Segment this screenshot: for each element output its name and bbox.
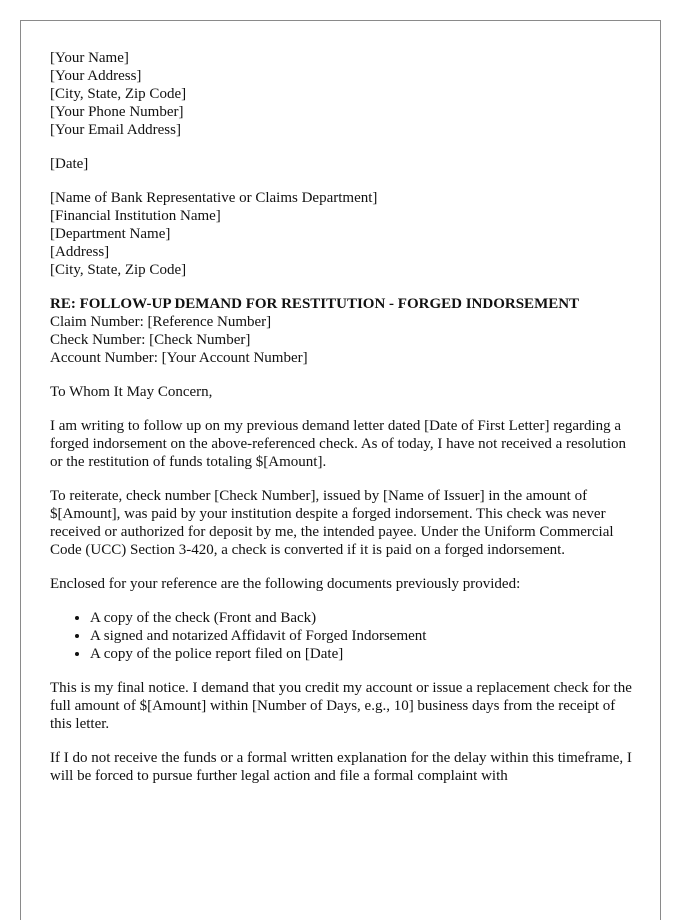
letter-page (20, 20, 661, 920)
salutation: To Whom It May Concern, (50, 384, 213, 400)
paragraph-reiterate: To reiterate, check number [Check Number], issued by [Name of Issuer] in the amount of $[Amount], was paid by your institution despite a forged indorsement. This check was never received or authorized for deposit by me, the intended payee. Under the Uniform Commercial Code (UCC) Section 3-420, a check is converted if it is paid on a forged indorsement. (50, 488, 614, 558)
recipient-city-state-zip: [City, State, Zip Code] (50, 262, 187, 278)
paragraph-legal-action: If I do not receive the funds or a formal written explanation for the delay within this timeframe, I will be forced to pursue further legal action and file a formal complaint with (50, 750, 632, 784)
enclosures-list (50, 609, 635, 663)
sender-name: [Your Name] (50, 50, 129, 66)
list-item: • A signed and notarized Affidavit of Forged Indorsement (90, 627, 635, 645)
recipient-institution: [Financial Institution Name] (50, 208, 221, 224)
letter-date: [Date] (50, 156, 89, 172)
recipient-name: [Name of Bank Representative or Claims Department] (50, 190, 378, 206)
subject-block (50, 295, 635, 367)
sender-address: [Your Address] (50, 68, 142, 84)
recipient-address: [Address] (50, 244, 110, 260)
paragraph-final-notice: This is my final notice. I demand that you credit my account or issue a replacement check for the full amount of $[Amount] within [Number of Days, e.g., 10] business days from the receipt of this letter. (50, 680, 632, 732)
sender-city-state-zip: [City, State, Zip Code] (50, 86, 187, 102)
date-block (50, 155, 635, 173)
paragraph-follow-up: I am writing to follow up on my previous demand letter dated [Date of First Letter] regarding a forged indorsement on the above-referenced check. As of today, I have not received a resolution or the restitution of funds totaling $[Amount]. (50, 418, 627, 470)
list-item: • A copy of the police report filed on [Date] (90, 645, 635, 663)
paragraph-enclosed-intro: Enclosed for your reference are the following documents previously provided: (50, 576, 521, 592)
sender-block (50, 49, 635, 139)
subject-heading: RE: FOLLOW-UP DEMAND FOR RESTITUTION - FORGED INDORSEMENT (50, 296, 580, 312)
sender-email: [Your Email Address] (50, 122, 181, 138)
recipient-block (50, 189, 635, 279)
list-item: • A copy of the check (Front and Back) (90, 609, 635, 627)
sender-phone: [Your Phone Number] (50, 104, 184, 120)
check-number: Check Number: [Check Number] (50, 332, 251, 348)
account-number: Account Number: [Your Account Number] (50, 350, 308, 366)
claim-number: Claim Number: [Reference Number] (50, 314, 272, 330)
recipient-department: [Department Name] (50, 226, 171, 242)
letter-content (50, 49, 635, 801)
